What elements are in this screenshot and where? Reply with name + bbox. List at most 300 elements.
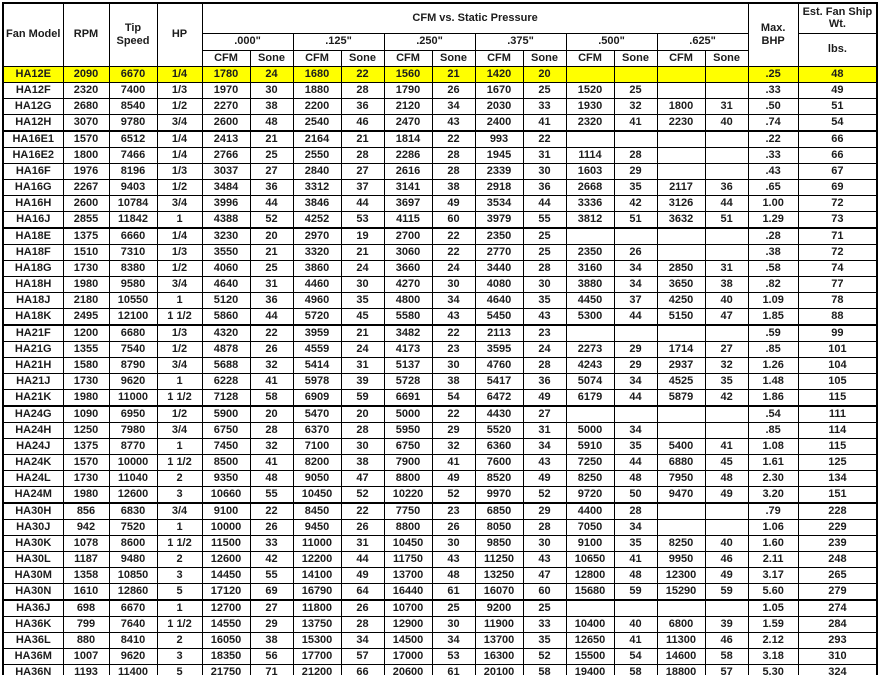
hp-cell: 3/4 [157, 276, 202, 292]
sone-cell: 35 [523, 292, 566, 308]
ship-wt-cell: 72 [798, 195, 877, 211]
sone-cell: 44 [341, 551, 384, 567]
hp-cell: 1 1/2 [157, 389, 202, 406]
cfm-cell: 14500 [384, 632, 432, 648]
sone-cell: 44 [250, 195, 293, 211]
sone-cell: 26 [341, 519, 384, 535]
cfm-cell: 10700 [384, 600, 432, 617]
rpm-cell: 1980 [63, 276, 109, 292]
sone-cell: 28 [432, 147, 475, 163]
table-row [3, 179, 877, 195]
sone-cell: 58 [250, 389, 293, 406]
sone-cell: 31 [341, 357, 384, 373]
hp-cell: 1 1/2 [157, 535, 202, 551]
fan-model-cell: HA16E2 [3, 147, 63, 163]
max-bhp-cell: .65 [748, 179, 798, 195]
sone-cell: 61 [432, 583, 475, 600]
sone-cell: 37 [614, 292, 657, 308]
sone-cell: 26 [614, 244, 657, 260]
ship-wt-cell: 115 [798, 389, 877, 406]
rpm-cell: 1090 [63, 406, 109, 423]
cfm-cell: 2030 [475, 98, 523, 114]
cfm-cell: 3846 [293, 195, 341, 211]
sone-cell: 48 [614, 470, 657, 486]
hp-cell: 1/3 [157, 163, 202, 179]
cfm-cell [657, 600, 705, 617]
sone-cell: 31 [523, 422, 566, 438]
cfm-cell: 12700 [202, 600, 250, 617]
max-bhp-cell: 1.29 [748, 211, 798, 228]
cfm-cell: 2286 [384, 147, 432, 163]
hp-cell: 5 [157, 583, 202, 600]
col-header-cfm: CFM [657, 50, 705, 66]
sone-cell: 25 [250, 260, 293, 276]
cfm-cell: 5000 [566, 422, 614, 438]
sone-cell: 34 [614, 276, 657, 292]
ship-wt-cell: 114 [798, 422, 877, 438]
cfm-cell: 7100 [293, 438, 341, 454]
cfm-cell: 7050 [566, 519, 614, 535]
cfm-cell: 2700 [384, 228, 432, 245]
cfm-cell: 5950 [384, 422, 432, 438]
cfm-cell [657, 422, 705, 438]
sone-cell: 28 [432, 163, 475, 179]
cfm-cell: 2850 [657, 260, 705, 276]
cfm-cell: 5400 [657, 438, 705, 454]
cfm-cell: 2970 [293, 228, 341, 245]
tip-speed-cell: 7640 [109, 616, 157, 632]
tip-speed-cell: 9620 [109, 373, 157, 389]
sone-cell: 24 [250, 66, 293, 82]
cfm-cell: 1603 [566, 163, 614, 179]
cfm-cell: 13700 [384, 567, 432, 583]
tip-speed-cell: 6660 [109, 228, 157, 245]
cfm-cell: 3534 [475, 195, 523, 211]
max-bhp-cell: .74 [748, 114, 798, 131]
cfm-cell [657, 406, 705, 423]
fan-model-cell: HA30H [3, 503, 63, 520]
sone-cell: 41 [523, 114, 566, 131]
sone-cell: 28 [614, 503, 657, 520]
tip-speed-cell: 8600 [109, 535, 157, 551]
cfm-cell: 3812 [566, 211, 614, 228]
sone-cell: 33 [250, 535, 293, 551]
tip-speed-cell: 7310 [109, 244, 157, 260]
cfm-cell: 9850 [475, 535, 523, 551]
max-bhp-cell: 1.85 [748, 308, 798, 325]
cfm-cell: 3595 [475, 341, 523, 357]
cfm-cell: 15680 [566, 583, 614, 600]
cfm-cell: 5900 [202, 406, 250, 423]
rpm-cell: 2267 [63, 179, 109, 195]
tip-speed-cell: 6670 [109, 66, 157, 82]
hp-cell: 1 [157, 373, 202, 389]
tip-speed-cell: 8540 [109, 98, 157, 114]
max-bhp-cell: .58 [748, 260, 798, 276]
fan-model-cell: HA36J [3, 600, 63, 617]
cfm-cell [657, 325, 705, 342]
cfm-cell: 1930 [566, 98, 614, 114]
cfm-cell: 16790 [293, 583, 341, 600]
sone-cell: 30 [432, 357, 475, 373]
cfm-cell: 2320 [566, 114, 614, 131]
sone-cell: 53 [432, 648, 475, 664]
sone-cell: 31 [705, 260, 748, 276]
table-body [3, 66, 877, 675]
cfm-cell: 4640 [202, 276, 250, 292]
sone-cell: 28 [523, 519, 566, 535]
sone-cell: 34 [432, 292, 475, 308]
ship-wt-cell: 54 [798, 114, 877, 131]
fan-model-cell: HA36K [3, 616, 63, 632]
sone-cell: 47 [341, 470, 384, 486]
cfm-cell: 1670 [475, 82, 523, 98]
ship-wt-cell: 72 [798, 244, 877, 260]
sone-cell: 26 [432, 82, 475, 98]
sone-cell: 44 [614, 389, 657, 406]
ship-wt-cell: 279 [798, 583, 877, 600]
cfm-cell: 3160 [566, 260, 614, 276]
sone-cell: 22 [432, 131, 475, 148]
sone-cell: 49 [523, 389, 566, 406]
ship-wt-cell: 74 [798, 260, 877, 276]
sone-cell: 43 [432, 551, 475, 567]
hp-cell: 1 1/2 [157, 454, 202, 470]
table-row [3, 131, 877, 148]
max-bhp-cell: .25 [748, 66, 798, 82]
sone-cell: 28 [341, 147, 384, 163]
tip-speed-cell: 9403 [109, 179, 157, 195]
cfm-cell: 5728 [384, 373, 432, 389]
tip-speed-cell: 7520 [109, 519, 157, 535]
sone-cell: 49 [523, 470, 566, 486]
sone-cell: 27 [341, 163, 384, 179]
cfm-cell: 9950 [657, 551, 705, 567]
sone-cell: 60 [523, 583, 566, 600]
cfm-cell: 21200 [293, 664, 341, 675]
cfm-cell [657, 503, 705, 520]
cfm-cell: 10400 [566, 616, 614, 632]
col-header-sone: Sone [250, 50, 293, 66]
fan-model-cell: HA12E [3, 66, 63, 82]
max-bhp-cell: 1.60 [748, 535, 798, 551]
max-bhp-cell: .43 [748, 163, 798, 179]
cfm-cell: 4388 [202, 211, 250, 228]
sone-cell: 52 [250, 211, 293, 228]
max-bhp-cell: 1.61 [748, 454, 798, 470]
sone-cell: 28 [341, 82, 384, 98]
sone-cell [705, 228, 748, 245]
table-row [3, 163, 877, 179]
table-row [3, 486, 877, 503]
fan-model-cell: HA36N [3, 664, 63, 675]
fan-model-cell: HA16E1 [3, 131, 63, 148]
sone-cell: 30 [432, 276, 475, 292]
cfm-cell: 5978 [293, 373, 341, 389]
cfm-cell: 3979 [475, 211, 523, 228]
cfm-cell: 2918 [475, 179, 523, 195]
sone-cell: 39 [341, 373, 384, 389]
cfm-cell: 5860 [202, 308, 250, 325]
sone-cell: 31 [250, 276, 293, 292]
rpm-cell: 1375 [63, 228, 109, 245]
hp-cell: 1/3 [157, 325, 202, 342]
max-bhp-cell: .85 [748, 341, 798, 357]
cfm-cell: 1520 [566, 82, 614, 98]
cfm-cell: 9200 [475, 600, 523, 617]
sone-cell: 34 [614, 260, 657, 276]
table-row [3, 454, 877, 470]
cfm-cell: 3484 [202, 179, 250, 195]
sone-cell: 34 [432, 632, 475, 648]
cfm-cell: 8520 [475, 470, 523, 486]
sone-cell: 35 [341, 292, 384, 308]
sone-cell: 49 [432, 195, 475, 211]
cfm-cell: 9470 [657, 486, 705, 503]
cfm-cell: 3880 [566, 276, 614, 292]
sone-cell: 44 [523, 195, 566, 211]
sone-cell [705, 244, 748, 260]
cfm-cell: 10450 [293, 486, 341, 503]
sone-cell: 30 [341, 276, 384, 292]
cfm-cell: 6750 [384, 438, 432, 454]
cfm-cell: 1680 [293, 66, 341, 82]
cfm-cell: 993 [475, 131, 523, 148]
tip-speed-cell: 10850 [109, 567, 157, 583]
sone-cell: 44 [614, 308, 657, 325]
table-row [3, 211, 877, 228]
sone-cell: 33 [523, 98, 566, 114]
sone-cell: 23 [432, 503, 475, 520]
sone-cell: 24 [432, 260, 475, 276]
cfm-cell: 4559 [293, 341, 341, 357]
tip-speed-cell: 12860 [109, 583, 157, 600]
sone-cell: 44 [341, 195, 384, 211]
sone-cell: 49 [705, 567, 748, 583]
sone-cell: 31 [523, 147, 566, 163]
ship-wt-cell: 78 [798, 292, 877, 308]
sone-cell: 24 [523, 341, 566, 357]
sone-cell: 36 [341, 98, 384, 114]
ship-wt-cell: 104 [798, 357, 877, 373]
cfm-cell: 5688 [202, 357, 250, 373]
sone-cell [614, 66, 657, 82]
cfm-cell [566, 131, 614, 148]
ship-wt-cell: 111 [798, 406, 877, 423]
table-row [3, 632, 877, 648]
hp-cell: 1/3 [157, 244, 202, 260]
sone-cell [705, 503, 748, 520]
sone-cell: 28 [341, 422, 384, 438]
cfm-cell: 10220 [384, 486, 432, 503]
col-header-hp: HP [157, 3, 202, 66]
sone-cell: 59 [705, 583, 748, 600]
cfm-cell [566, 600, 614, 617]
sone-cell: 36 [523, 179, 566, 195]
cfm-cell: 2766 [202, 147, 250, 163]
fan-model-cell: HA18E [3, 228, 63, 245]
cfm-cell: 2600 [202, 114, 250, 131]
cfm-cell: 2937 [657, 357, 705, 373]
sone-cell: 20 [250, 406, 293, 423]
sone-cell: 36 [250, 179, 293, 195]
table-row [3, 357, 877, 373]
cfm-cell: 13250 [475, 567, 523, 583]
col-header-pressure-250: .250" [384, 33, 475, 50]
hp-cell: 3 [157, 567, 202, 583]
sone-cell: 34 [614, 422, 657, 438]
sone-cell: 40 [705, 292, 748, 308]
table-row [3, 147, 877, 163]
ship-wt-cell: 125 [798, 454, 877, 470]
sone-cell: 21 [250, 131, 293, 148]
sone-cell: 44 [250, 308, 293, 325]
sone-cell: 26 [341, 600, 384, 617]
sone-cell: 22 [523, 131, 566, 148]
ship-wt-cell: 284 [798, 616, 877, 632]
cfm-cell: 13700 [475, 632, 523, 648]
cfm-cell: 1780 [202, 66, 250, 82]
sone-cell: 41 [250, 454, 293, 470]
rpm-cell: 1580 [63, 357, 109, 373]
sone-cell: 24 [341, 260, 384, 276]
tip-speed-cell: 6830 [109, 503, 157, 520]
table-row [3, 66, 877, 82]
cfm-cell: 3860 [293, 260, 341, 276]
cfm-cell: 8450 [293, 503, 341, 520]
cfm-cell: 2540 [293, 114, 341, 131]
cfm-cell: 20100 [475, 664, 523, 675]
cfm-cell: 2164 [293, 131, 341, 148]
sone-cell: 38 [250, 98, 293, 114]
cfm-cell: 1970 [202, 82, 250, 98]
tip-speed-cell: 11040 [109, 470, 157, 486]
sone-cell [614, 600, 657, 617]
sone-cell: 22 [432, 244, 475, 260]
ship-wt-cell: 248 [798, 551, 877, 567]
cfm-cell: 4115 [384, 211, 432, 228]
max-bhp-cell: 1.05 [748, 600, 798, 617]
sone-cell: 35 [614, 438, 657, 454]
sone-cell: 22 [432, 228, 475, 245]
table-row [3, 373, 877, 389]
cfm-cell: 1714 [657, 341, 705, 357]
sone-cell: 38 [341, 454, 384, 470]
cfm-cell: 3230 [202, 228, 250, 245]
cfm-cell [657, 82, 705, 98]
sone-cell: 39 [705, 616, 748, 632]
sone-cell: 71 [250, 664, 293, 675]
sone-cell: 42 [705, 389, 748, 406]
ship-wt-cell: 239 [798, 535, 877, 551]
cfm-cell: 1814 [384, 131, 432, 148]
sone-cell: 27 [523, 406, 566, 423]
tip-speed-cell: 7466 [109, 147, 157, 163]
sone-cell: 64 [341, 583, 384, 600]
col-header-sone: Sone [432, 50, 475, 66]
max-bhp-cell: 5.60 [748, 583, 798, 600]
sone-cell: 30 [523, 163, 566, 179]
sone-cell [705, 519, 748, 535]
hp-cell: 1/3 [157, 82, 202, 98]
rpm-cell: 2320 [63, 82, 109, 98]
tip-speed-cell: 8410 [109, 632, 157, 648]
col-header-cfm: CFM [566, 50, 614, 66]
sone-cell: 28 [341, 616, 384, 632]
sone-cell: 21 [341, 131, 384, 148]
sone-cell: 29 [250, 616, 293, 632]
sone-cell: 58 [523, 664, 566, 675]
sone-cell: 48 [705, 470, 748, 486]
sone-cell: 27 [705, 341, 748, 357]
col-header-max-bhp: Max. BHP [748, 3, 798, 66]
hp-cell: 1 [157, 292, 202, 308]
rpm-cell: 1980 [63, 389, 109, 406]
cfm-cell [566, 228, 614, 245]
rpm-cell: 2600 [63, 195, 109, 211]
rpm-cell: 698 [63, 600, 109, 617]
cfm-cell: 7250 [566, 454, 614, 470]
rpm-cell: 3070 [63, 114, 109, 131]
cfm-cell: 2616 [384, 163, 432, 179]
cfm-cell [657, 131, 705, 148]
max-bhp-cell: .79 [748, 503, 798, 520]
sone-cell: 32 [705, 357, 748, 373]
sone-cell: 36 [523, 373, 566, 389]
cfm-cell: 4760 [475, 357, 523, 373]
cfm-cell [657, 244, 705, 260]
max-bhp-cell: 3.20 [748, 486, 798, 503]
sone-cell: 20 [341, 406, 384, 423]
sone-cell: 49 [432, 470, 475, 486]
sone-cell: 38 [432, 373, 475, 389]
sone-cell: 30 [432, 535, 475, 551]
cfm-cell: 10650 [566, 551, 614, 567]
cfm-cell: 4430 [475, 406, 523, 423]
tip-speed-cell: 7400 [109, 82, 157, 98]
table-row [3, 519, 877, 535]
cfm-cell: 11000 [293, 535, 341, 551]
sone-cell: 51 [705, 211, 748, 228]
sone-cell: 50 [614, 486, 657, 503]
sone-cell: 26 [432, 519, 475, 535]
sone-cell: 22 [341, 503, 384, 520]
cfm-cell: 2350 [566, 244, 614, 260]
table-row [3, 470, 877, 486]
cfm-cell: 11800 [293, 600, 341, 617]
sone-cell: 48 [250, 114, 293, 131]
cfm-cell: 6370 [293, 422, 341, 438]
rpm-cell: 1980 [63, 486, 109, 503]
sone-cell: 36 [250, 292, 293, 308]
cfm-cell: 3060 [384, 244, 432, 260]
hp-cell: 2 [157, 470, 202, 486]
rpm-cell: 2180 [63, 292, 109, 308]
hp-cell: 1/2 [157, 406, 202, 423]
cfm-cell: 5470 [293, 406, 341, 423]
fan-model-cell: HA12F [3, 82, 63, 98]
fan-model-cell: HA16H [3, 195, 63, 211]
ship-wt-cell: 69 [798, 179, 877, 195]
sone-cell: 41 [614, 632, 657, 648]
cfm-cell [657, 163, 705, 179]
sone-cell: 22 [250, 325, 293, 342]
table-row [3, 260, 877, 276]
cfm-cell: 4320 [202, 325, 250, 342]
cfm-cell: 4640 [475, 292, 523, 308]
tip-speed-cell: 7980 [109, 422, 157, 438]
sone-cell: 40 [614, 616, 657, 632]
